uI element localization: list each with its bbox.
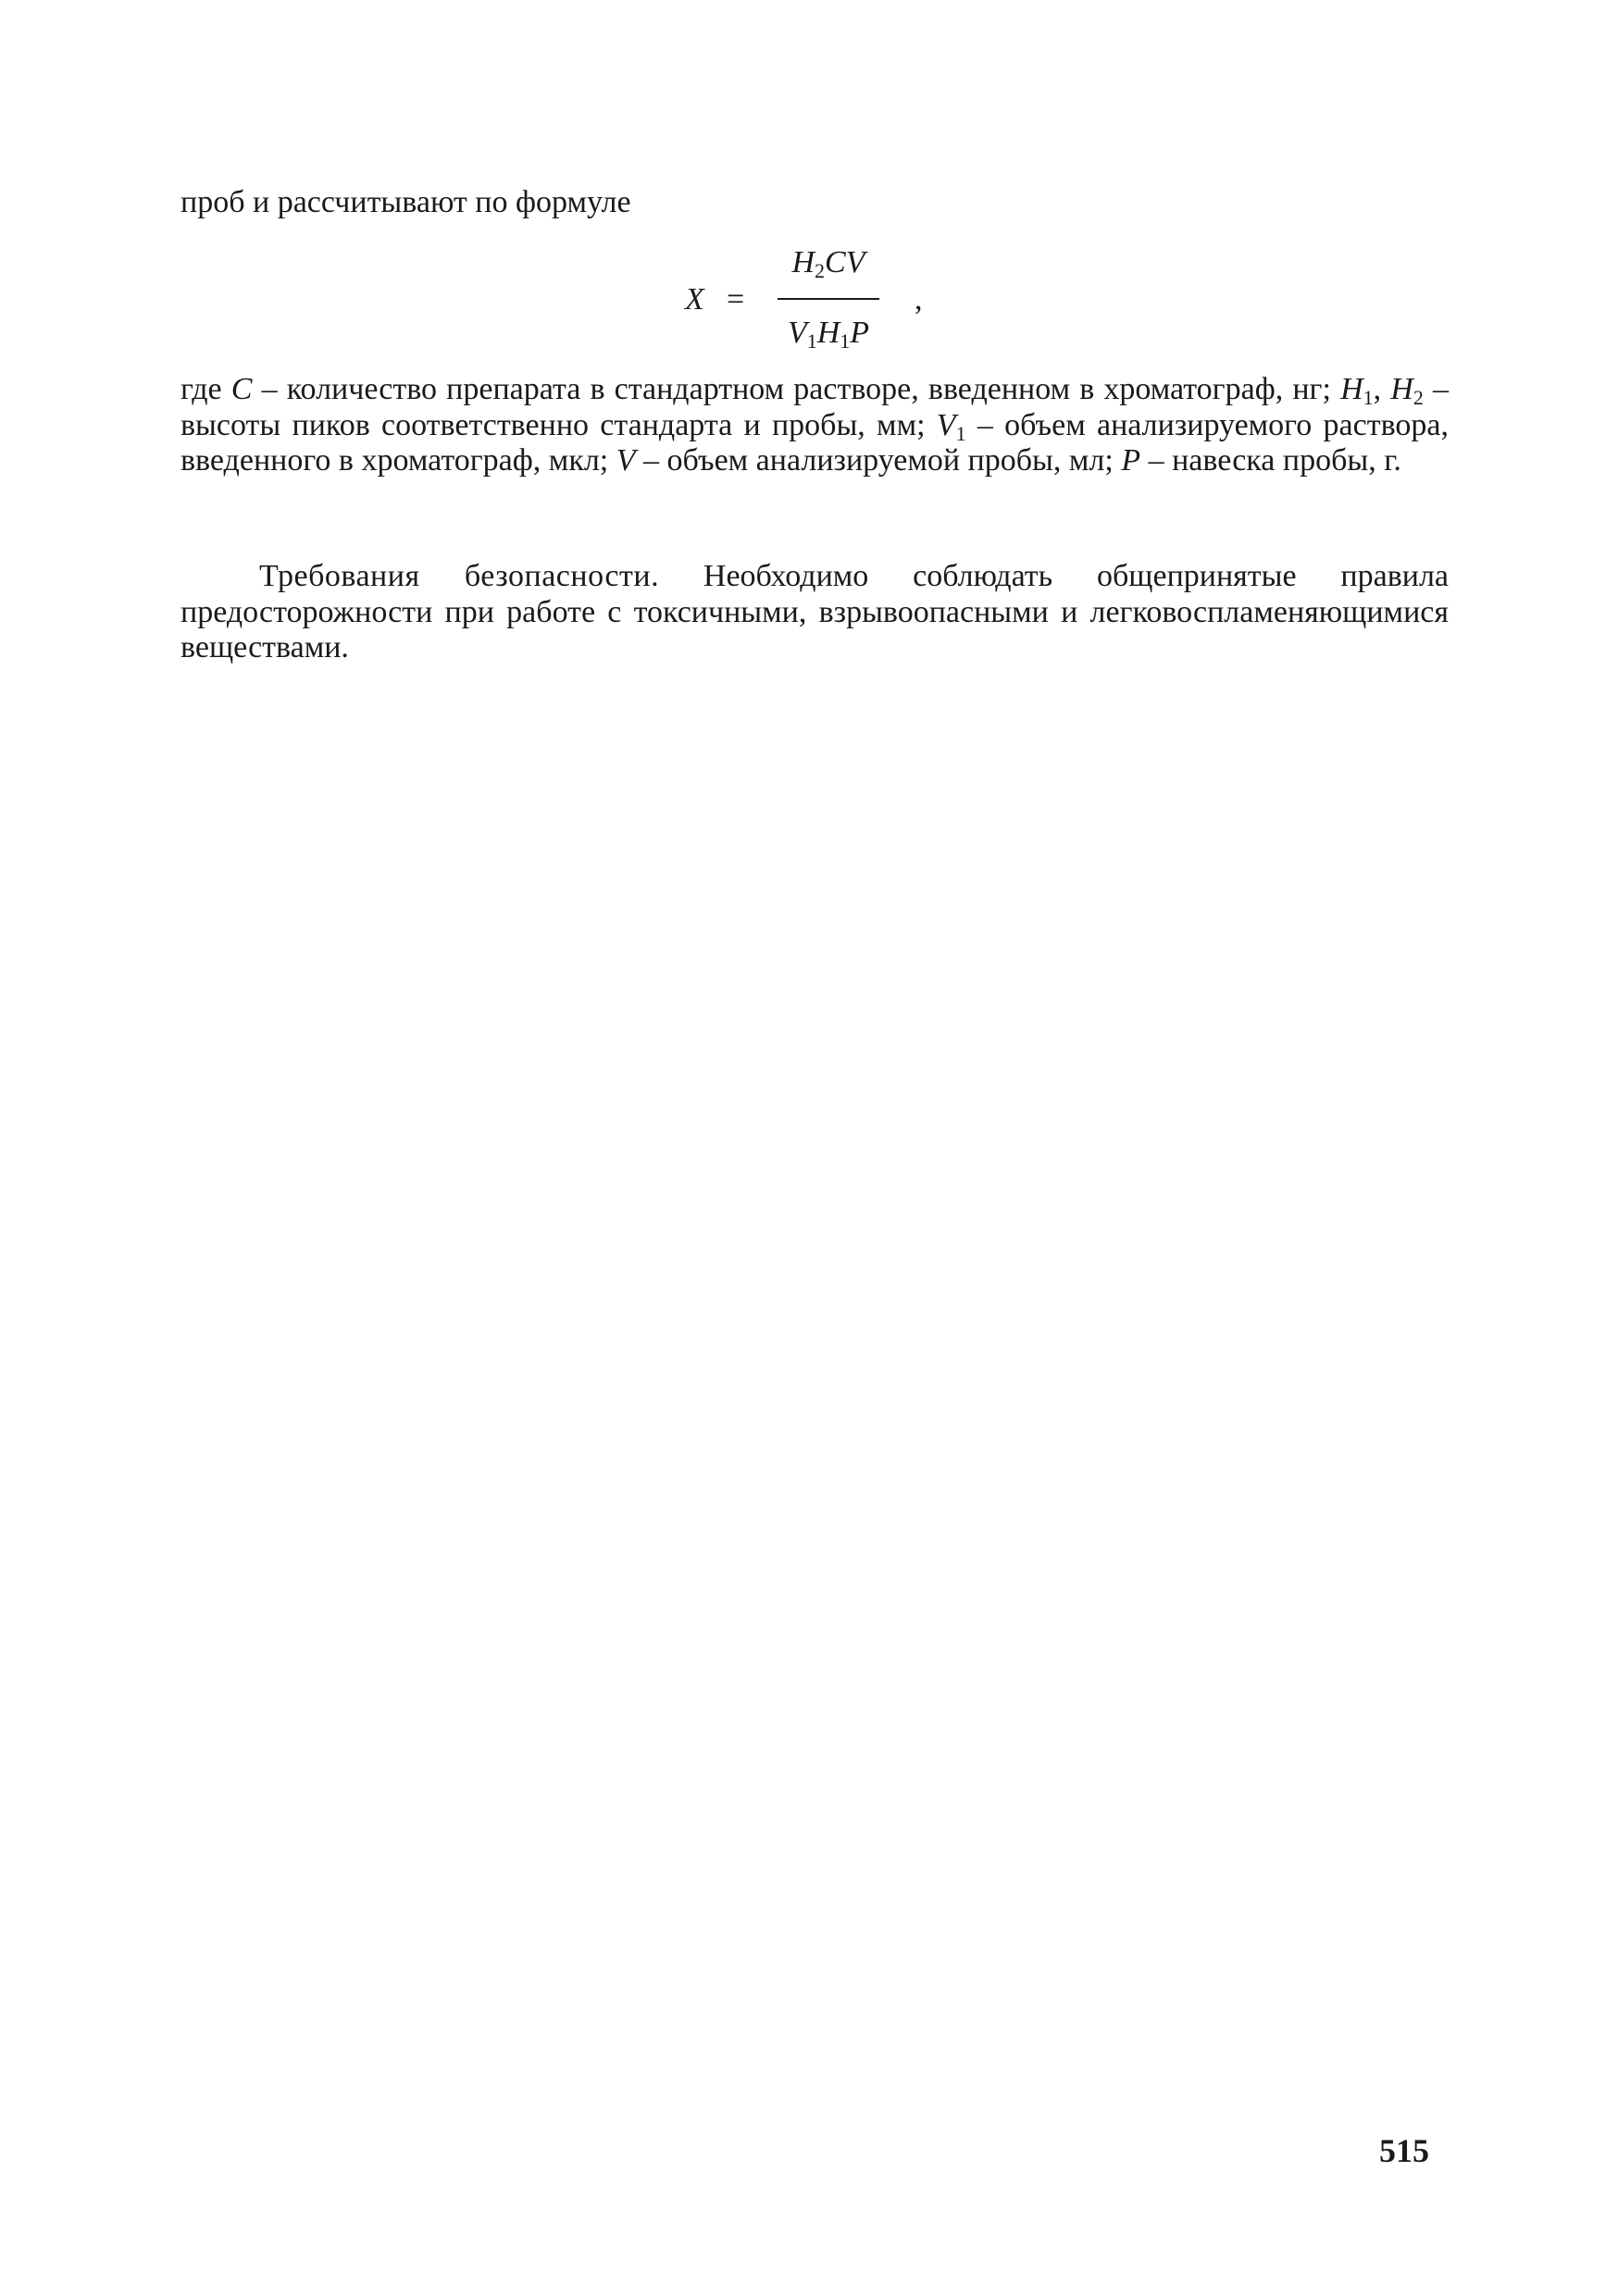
num-h-sub: 2 (815, 259, 826, 282)
den-h-sub: 1 (840, 329, 851, 353)
var-v1-letter: V (936, 407, 956, 442)
where-t3: , (1373, 372, 1391, 406)
den-v: V (787, 316, 807, 350)
num-h: H (791, 245, 815, 279)
var-v1 (936, 407, 966, 445)
var-p: P (1121, 443, 1141, 478)
var-v: V (616, 443, 636, 478)
safety-heading: Требования безопасности. (259, 559, 660, 593)
where-t4: – высоты пиков соответственно стандарта и пробы, мм; (180, 372, 1449, 442)
den-h: H (816, 316, 840, 350)
formula-lhs: X (685, 282, 704, 316)
var-h1-letter: H (1340, 372, 1363, 406)
den-v-sub: 1 (806, 329, 817, 353)
num-rest: CV (825, 245, 865, 279)
var-h2-letter: H (1390, 372, 1413, 406)
fraction-bar (778, 298, 879, 300)
var-c: C (230, 372, 253, 406)
formula-fraction (778, 242, 879, 354)
where-t2: – количество препарата в стандартном растворе, введенном в хроматограф, нг; (252, 372, 1341, 406)
where-t1: где (180, 372, 231, 406)
var-h1-sub: 1 (1363, 386, 1374, 409)
where-t7: – навеска пробы, г. (1140, 443, 1401, 478)
formula-numerator (778, 242, 879, 283)
where-t6: – объем анализируемой пробы, мл; (635, 443, 1122, 478)
where-paragraph (180, 372, 1449, 479)
formula (685, 242, 963, 363)
var-h2-sub: 2 (1413, 386, 1424, 409)
safety-body: Необходимо соблюдать общепринятые правила предосторожности при работе с токсичными, взрывоопасными и легковоспламеняющимися веществами. (180, 559, 1450, 664)
var-h1 (1340, 372, 1374, 409)
safety-paragraph (180, 559, 1449, 666)
formula-comma: , (915, 282, 923, 316)
var-h2 (1390, 372, 1424, 409)
formula-equals: = (727, 282, 745, 316)
intro-line: проб и рассчитывают по формуле (180, 185, 631, 219)
formula-denominator (778, 313, 879, 354)
page-number: 515 (1379, 2132, 1429, 2169)
where-t5: – объем анализируемого раствора, введенного в хроматограф, мкл; (180, 407, 1449, 478)
var-v1-sub: 1 (955, 421, 966, 445)
den-rest: P (850, 316, 870, 350)
